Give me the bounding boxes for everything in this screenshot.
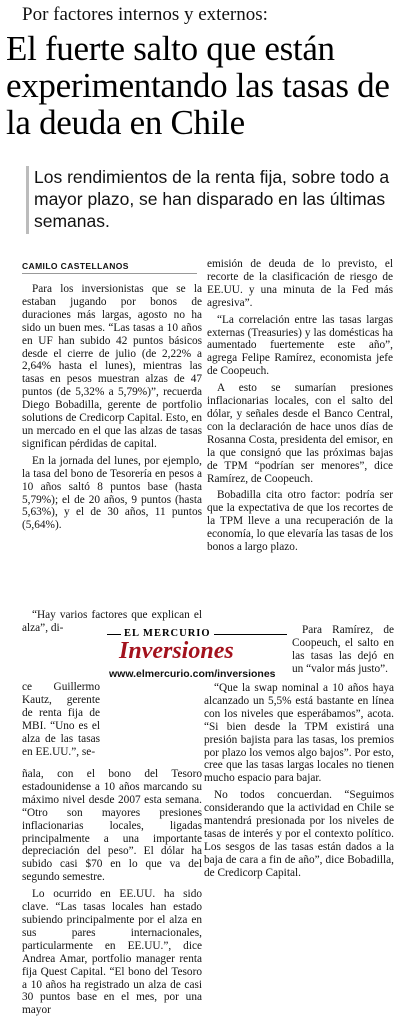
inversiones-promo[interactable] — [107, 628, 287, 680]
column-1 — [22, 283, 202, 536]
column-1-lower — [22, 768, 202, 1021]
paragraph: Bobadilla cita otro factor: podría ser que la expectativa de que los recortes de la TPM lleve a una recuperación de la economía, lo que elevaría las tasas de los bonos a largo plazo. — [207, 489, 393, 554]
paragraph: No todos concuerdan. “Seguimos considerando que la actividad en Chile se mantendrá presionada por los niveles de tasas de interés y por el contexto político. Los sesgos de las tasas están dados a la baja de cara a fin de año”, dice Bobadilla, de Credicorp Capital. — [204, 789, 394, 879]
column-1-wrap — [22, 681, 100, 762]
paragraph: Para los inversionistas que se la estaban jugando por bonos de duraciones más largas, agosto no ha sido un buen mes. “Las tasas a 10 años en UF han subido 42 puntos básicos desde el cierre de julio (de 2,22% a 2,64% hasta el lunes), mientras las tasas en pesos muestran alzas de 47 puntos (de 5,32% a 5,79%)”, recuerda Diego Bobadilla, gerente de portfolio solutions de Credicorp Capital. Esto, en un mercado en el que las alzas de tasas significan pérdidas de capital. — [22, 283, 202, 450]
paragraph: Lo ocurrido en EE.UU. ha sido clave. “Las tasas locales han estado subiendo principalmente por el alza en sus pares internacionales, particularmente en EE.UU.”, dice Andrea Amar, portfolio manager renta fija Quest Capital. “El bono del Tesoro a 10 años ha registrado un alza de casi 30 puntos base en el mes, por una mayor — [22, 888, 202, 1017]
column-2-lower — [204, 682, 394, 884]
promo-brand: Inversiones — [119, 638, 234, 664]
headline: El fuerte salto que están experimentando las tasas de la deuda en Chile — [6, 29, 390, 142]
promo-masthead: EL MERCURIO — [121, 628, 214, 639]
column-2 — [207, 258, 393, 558]
column-2-wrap — [292, 624, 394, 680]
paragraph: emisión de deuda de lo previsto, el recorte de la clasificación de riesgo de EE.UU. y una minuta de la Fed más agresiva”. — [207, 258, 393, 309]
paragraph: Para Ramírez, de Coopeuch, el salto en las tasas las dejó en un “valor más justo”. — [292, 624, 394, 675]
paragraph: A esto se sumarían presiones inflacionarias locales, con el salto del dólar, y señales desde el Banco Central, con la declaración de hace unos días de Rosanna Costa, presidenta del emisor, en la que consignó que las próximas bajas de TPM “podrían ser menores”, dice Ramírez, de Coopeuch. — [207, 382, 393, 485]
paragraph: “Que la swap nominal a 10 años haya alcanzado un 5,5% está bastante en línea con los niveles que esperábamos”, acota. “Si bien desde la TPM existirá una presión bajista para las tasas, los premios por plazo los vemos algo bajos”. Por esto, cree que las tasas largas locales no tienen mucho espacio para bajar. — [204, 682, 394, 785]
promo-url-link[interactable]: www.elmercurio.com/inversiones — [109, 668, 276, 680]
paragraph: ñala, con el bono del Tesoro estadounidense a 10 años marcando su máximo nivel desde 2007 esta semana. “Otro son mayores presiones inflacionarias locales, ligadas principalmente a una importante depreciación del peso”. El dólar ha subido casi $70 en lo que va del segundo semestre. — [22, 768, 202, 884]
deck: Los rendimientos de la renta fija, sobre todo a mayor plazo, se han disparado en las últimas semanas. — [34, 167, 390, 231]
kicker: Por factores internos y externos: — [22, 4, 268, 25]
paragraph: “Hay varios factores que explican el alza”, di- — [22, 609, 202, 634]
deck-rule — [26, 166, 29, 234]
paragraph: “La correlación entre las tasas largas externas (Treasuries) y las domésticas ha aumentado fuertemente este año”, agrega Felipe Ramírez, economista jefe de Coopeuch. — [207, 313, 393, 378]
paragraph: En la jornada del lunes, por ejemplo, la tasa del bono de Tesorería en pesos a 10 años saltó 8 puntos base (hasta 5,79%); el de 20 años, 9 puntos (hasta 5,63%), y el de 30 años, 11 puntos (5,64%). — [22, 454, 202, 532]
byline: CAMILO CASTELLANOS — [22, 261, 197, 274]
paragraph: ce Guillermo Kautz, gerente de renta fija de MBI. “Uno es el alza de las tasas en EE.UU.”, se- — [22, 681, 100, 758]
